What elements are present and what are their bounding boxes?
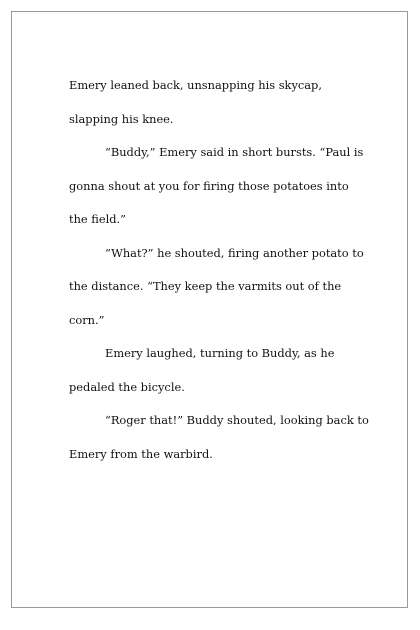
paragraph-1: Emery leaned back, unsnapping his skycap, slapping his knee. bbox=[69, 78, 322, 126]
document-page bbox=[11, 11, 408, 608]
paragraph-2: “Buddy,” Emery said in short bursts. “Paul is gonna shout at you for firing those potatoes into the field.” bbox=[69, 145, 364, 226]
paragraph-4: Emery laughed, turning to Buddy, as he pedaled the bicycle. bbox=[69, 346, 335, 394]
paragraph-5: “Roger that!” Buddy shouted, looking back to Emery from the warbird. bbox=[69, 413, 369, 461]
paragraph-3: “What?” he shouted, firing another potato to the distance. “They keep the varmits out of the corn.” bbox=[69, 245, 364, 327]
manuscript-body bbox=[69, 69, 369, 471]
